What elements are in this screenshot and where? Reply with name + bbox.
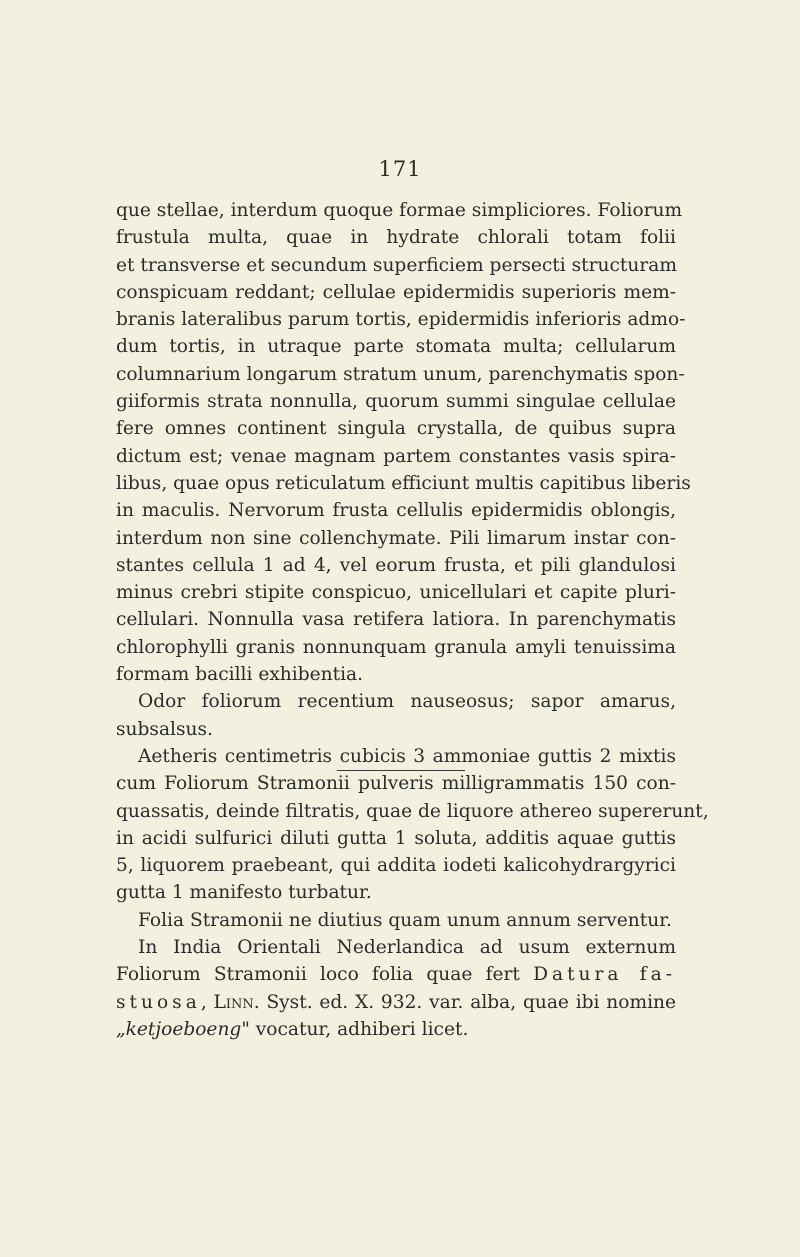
text-segment: , bbox=[200, 991, 214, 1013]
text-line: et transverse et secundum superficiem persecti structuram bbox=[116, 254, 677, 276]
page-number: 171 bbox=[378, 157, 422, 181]
text-line: conspicuam reddant; cellulae epidermidis superioris mem- bbox=[116, 281, 676, 303]
text-line: giiformis strata nonnulla, quorum summi singulae cellulae bbox=[116, 391, 676, 413]
text-line: in acidi sulfurici diluti gutta 1 soluta, additis aquae guttis bbox=[116, 827, 676, 849]
genus-name: Datura fa- bbox=[533, 964, 676, 986]
species-name: stuosa bbox=[116, 991, 201, 1013]
text-line: quassatis, deinde filtratis, quae de liquore athereo supererunt, bbox=[116, 800, 709, 822]
section-divider bbox=[337, 770, 465, 771]
text-line: 5, liquorem praebeant, qui addita iodeti kalicohydrargyrici bbox=[116, 855, 676, 877]
text-line bbox=[116, 989, 676, 1016]
text-line: chlorophylli granis nonnunquam granula amyli tenuissima bbox=[116, 636, 676, 658]
text-line: in maculis. Nervorum frusta cellulis epidermidis oblongis, bbox=[116, 500, 676, 522]
text-line: gutta 1 manifesto turbatur. bbox=[116, 882, 372, 904]
vernacular-name: „ketjoeboeng" bbox=[116, 1018, 250, 1040]
text-line: libus, quae opus reticulatum efficiunt multis capitibus liberis bbox=[116, 472, 691, 494]
text-line: dum tortis, in utraque parte stomata multa; cellularum bbox=[116, 336, 676, 358]
text-line bbox=[116, 1016, 676, 1043]
text-segment: vocatur, adhiberi licet. bbox=[249, 1018, 469, 1040]
text-line: stantes cellula 1 ad 4, vel eorum frusta, et pili glandulosi bbox=[116, 554, 676, 576]
text-line: dictum est; venae magnam partem constantes vasis spira- bbox=[116, 445, 676, 467]
text-line: Odor foliorum recentium nauseosus; sapor amarus, bbox=[138, 691, 676, 713]
text-line: frustula multa, quae in hydrate chlorali totam folii bbox=[116, 227, 676, 249]
text-line: minus crebri stipite conspicuo, unicellulari et capite pluri- bbox=[116, 582, 676, 604]
text-line: interdum non sine collenchymate. Pili limarum instar con- bbox=[116, 527, 676, 549]
text-line: formam bacilli exhibentia. bbox=[116, 664, 364, 686]
author-abbrev: Linn bbox=[213, 991, 254, 1013]
text-line: In India Orientali Nederlandica ad usum externum bbox=[138, 937, 676, 959]
text-line: que stellae, interdum quoque formae simpliciores. Foliorum bbox=[116, 200, 683, 221]
text-line: fere omnes continent singula crystalla, de quibus supra bbox=[116, 418, 676, 440]
text-segment: . Syst. ed. X. 932. var. alba, quae ibi nomine bbox=[253, 991, 676, 1013]
text-line: columnarium longarum stratum unum, parenchymatis spon- bbox=[116, 363, 685, 385]
text-line: cellulari. Nonnulla vasa retifera latiora. In parenchymatis bbox=[116, 609, 676, 631]
text-line: cum Foliorum Stramonii pulveris milligrammatis 150 con- bbox=[116, 773, 676, 795]
text-line: branis lateralibus parum tortis, epidermidis inferioris admo- bbox=[116, 309, 686, 331]
text-line bbox=[116, 961, 676, 988]
text-segment: Foliorum Stramonii loco folia quae fert bbox=[116, 964, 534, 986]
text-line: Folia Stramonii ne diutius quam unum annum serventur. bbox=[138, 909, 672, 931]
text-line: subsalsus. bbox=[116, 718, 213, 740]
body-text bbox=[116, 197, 709, 1043]
text-line: Aetheris centimetris cubicis 3 ammoniae guttis 2 mixtis bbox=[138, 745, 676, 767]
